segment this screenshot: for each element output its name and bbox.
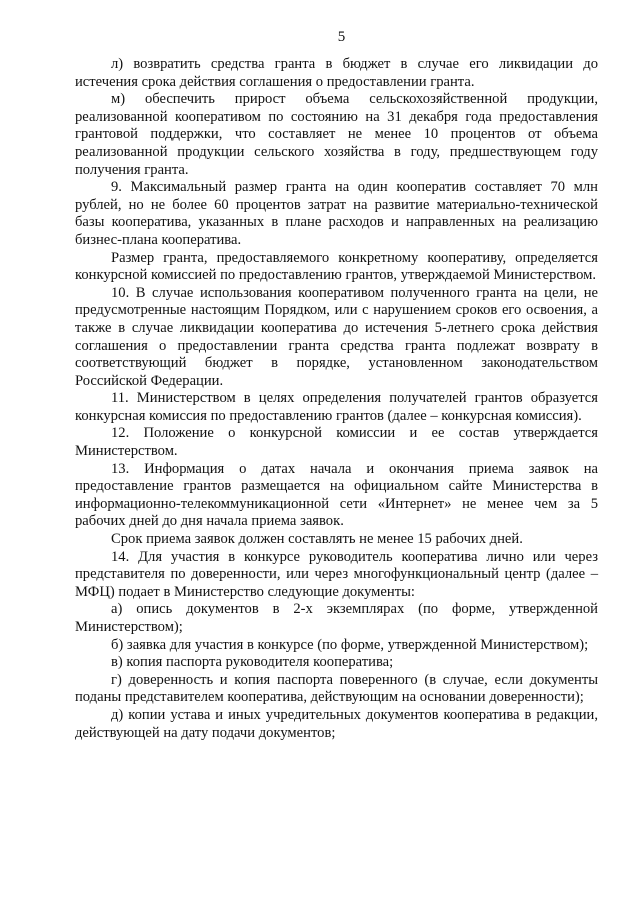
page-number: 5 [337,29,346,45]
list-item-g: г) доверенность и копия паспорта поверенного (в случае, если документы поданы представителем кооператива, действующим на основании доверенности); [75,671,598,706]
paragraph-grant-size: Размер гранта, предоставляемого конкретному кооперативу, определяется конкурсной комиссией по предоставлению грантов, утверждаемой Министерством. [75,249,598,284]
paragraph-10: 10. В случае использования кооперативом полученного гранта на цели, не предусмотренные настоящим Порядком, или с нарушением сроков его освоения, а также в случае ликвидации кооператива до истечения 5-летнего срока действия соглашения о предоставлении гранта средства гранта подлежат возврату в соответствующий бюджет в порядке, установленном законодательством Российской Федерации. [75,284,598,389]
paragraph-l: л) возвратить средства гранта в бюджет в случае его ликвидации до истечения срока действия соглашения о предоставлении гранта. [75,56,598,90]
paragraph-application-term: Срок приема заявок должен составлять не менее 15 рабочих дней. [111,531,523,548]
paragraph-14: 14. Для участия в конкурсе руководитель кооператива лично или через представителя по доверенности, или через многофункциональный центр (далее – МФЦ) подает в Министерство следующие документы: [75,548,598,600]
paragraph-11: 11. Министерством в целях определения получателей грантов образуется конкурсная комиссия по предоставлению грантов (далее – конкурсная комиссия). [75,390,598,424]
list-item-v: в) копия паспорта руководителя кооператива; [111,654,394,671]
paragraph-9: 9. Максимальный размер гранта на один кооператив составляет 70 млн рублей, но не более 60 процентов затрат на развитие материально-технической базы кооператива, указанных в плане расходов и направленных на реализацию бизнес-плана кооператива. [75,179,598,248]
list-item-b: б) заявка для участия в конкурсе (по форме, утвержденной Министерством); [111,636,589,653]
list-item-d: д) копии устава и иных учредительных документов кооператива в редакции, действующей на дату подачи документов; [75,706,598,741]
paragraph-12: 12. Положение о конкурсной комиссии и ее состав утверждается Министерством. [75,425,598,460]
paragraph-m: м) обеспечить прирост объема сельскохозяйственной продукции, реализованной кооперативом по состоянию на 31 декабря года предоставления грантовой поддержки, что составляет не менее 10 процентов от объема реализованной продукции сельского хозяйства в году, предшествующем году получения гранта. [75,91,598,178]
list-item-a: а) опись документов в 2-х экземплярах (по форме, утвержденной Министерством); [75,601,598,635]
paragraph-13: 13. Информация о датах начала и окончания приема заявок на предоставление грантов размещается на официальном сайте Министерства в информационно-телекоммуникационной сети «Интернет» не менее чем за 5 рабочих дней до дня начала приема заявок. [75,460,598,530]
